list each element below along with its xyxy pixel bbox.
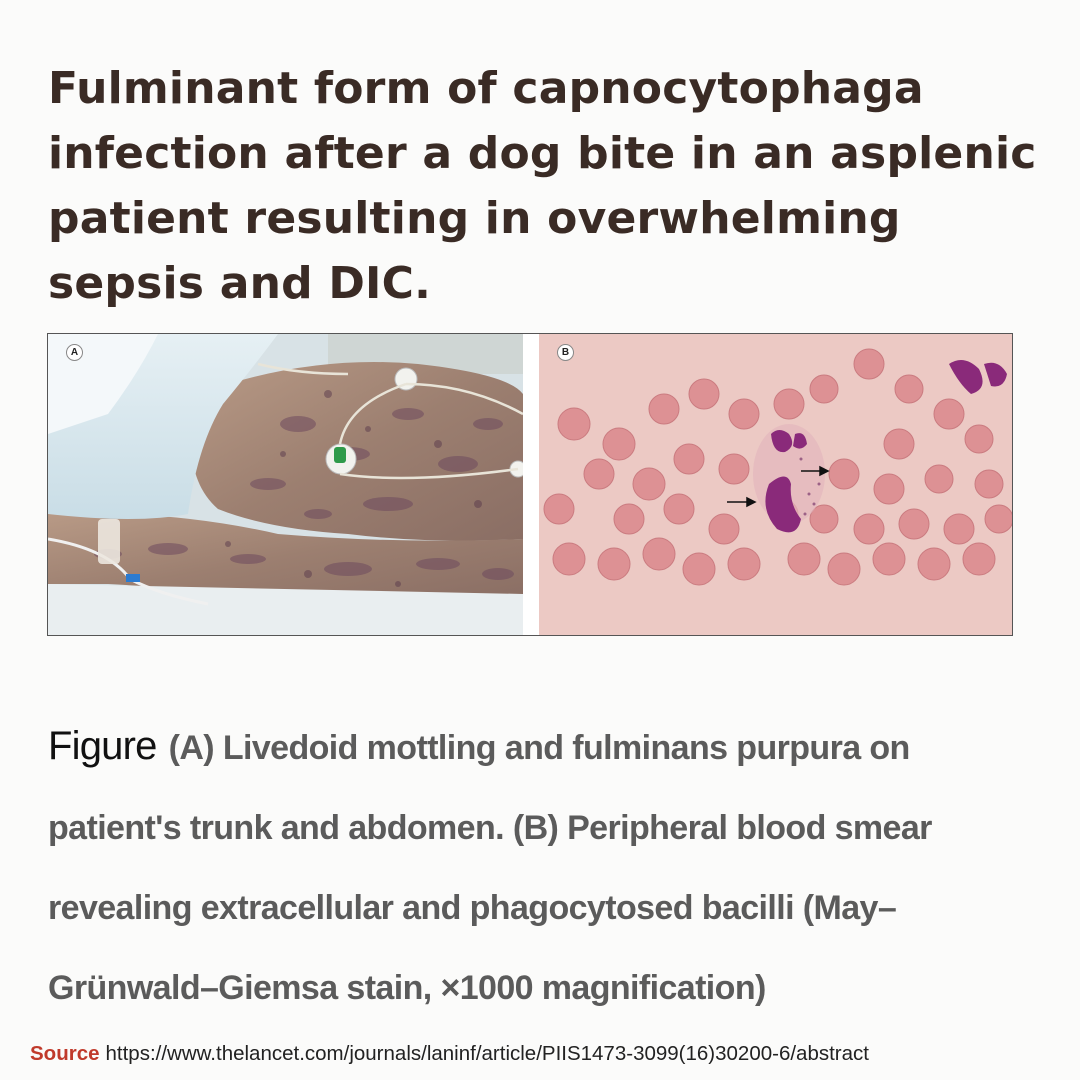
panel-a-label: A xyxy=(66,344,83,361)
figure-panel-a xyxy=(48,334,523,635)
patient-photo xyxy=(48,334,523,635)
figure-caption xyxy=(48,706,1048,1028)
figure-panel-b xyxy=(539,334,1012,635)
page-title: Fulminant form of capnocytophaga infection after a dog bite in an asplenic patient resulting in overwhelming sepsis and DIC. xyxy=(48,63,1037,309)
blood-smear-micrograph xyxy=(539,334,1012,635)
figure-caption-label: Figure xyxy=(48,724,157,768)
panel-b-label: B xyxy=(557,344,574,361)
source-label: Source xyxy=(30,1042,100,1065)
source-link[interactable]: https://www.thelancet.com/journals/laninf/article/PIIS1473-3099(16)30200-6/abstract xyxy=(105,1042,869,1065)
panel-divider xyxy=(523,334,539,635)
figure-caption-text: (A) Livedoid mottling and fulminans purpura on patient's trunk and abdomen. (B) Peripheral blood smear revealing extracellular and phagocytosed bacilli (May–Grünwald–Giemsa stain, ×1000 magnification) xyxy=(48,729,932,1007)
clinical-figure xyxy=(47,333,1013,636)
source-line xyxy=(30,1042,1075,1066)
